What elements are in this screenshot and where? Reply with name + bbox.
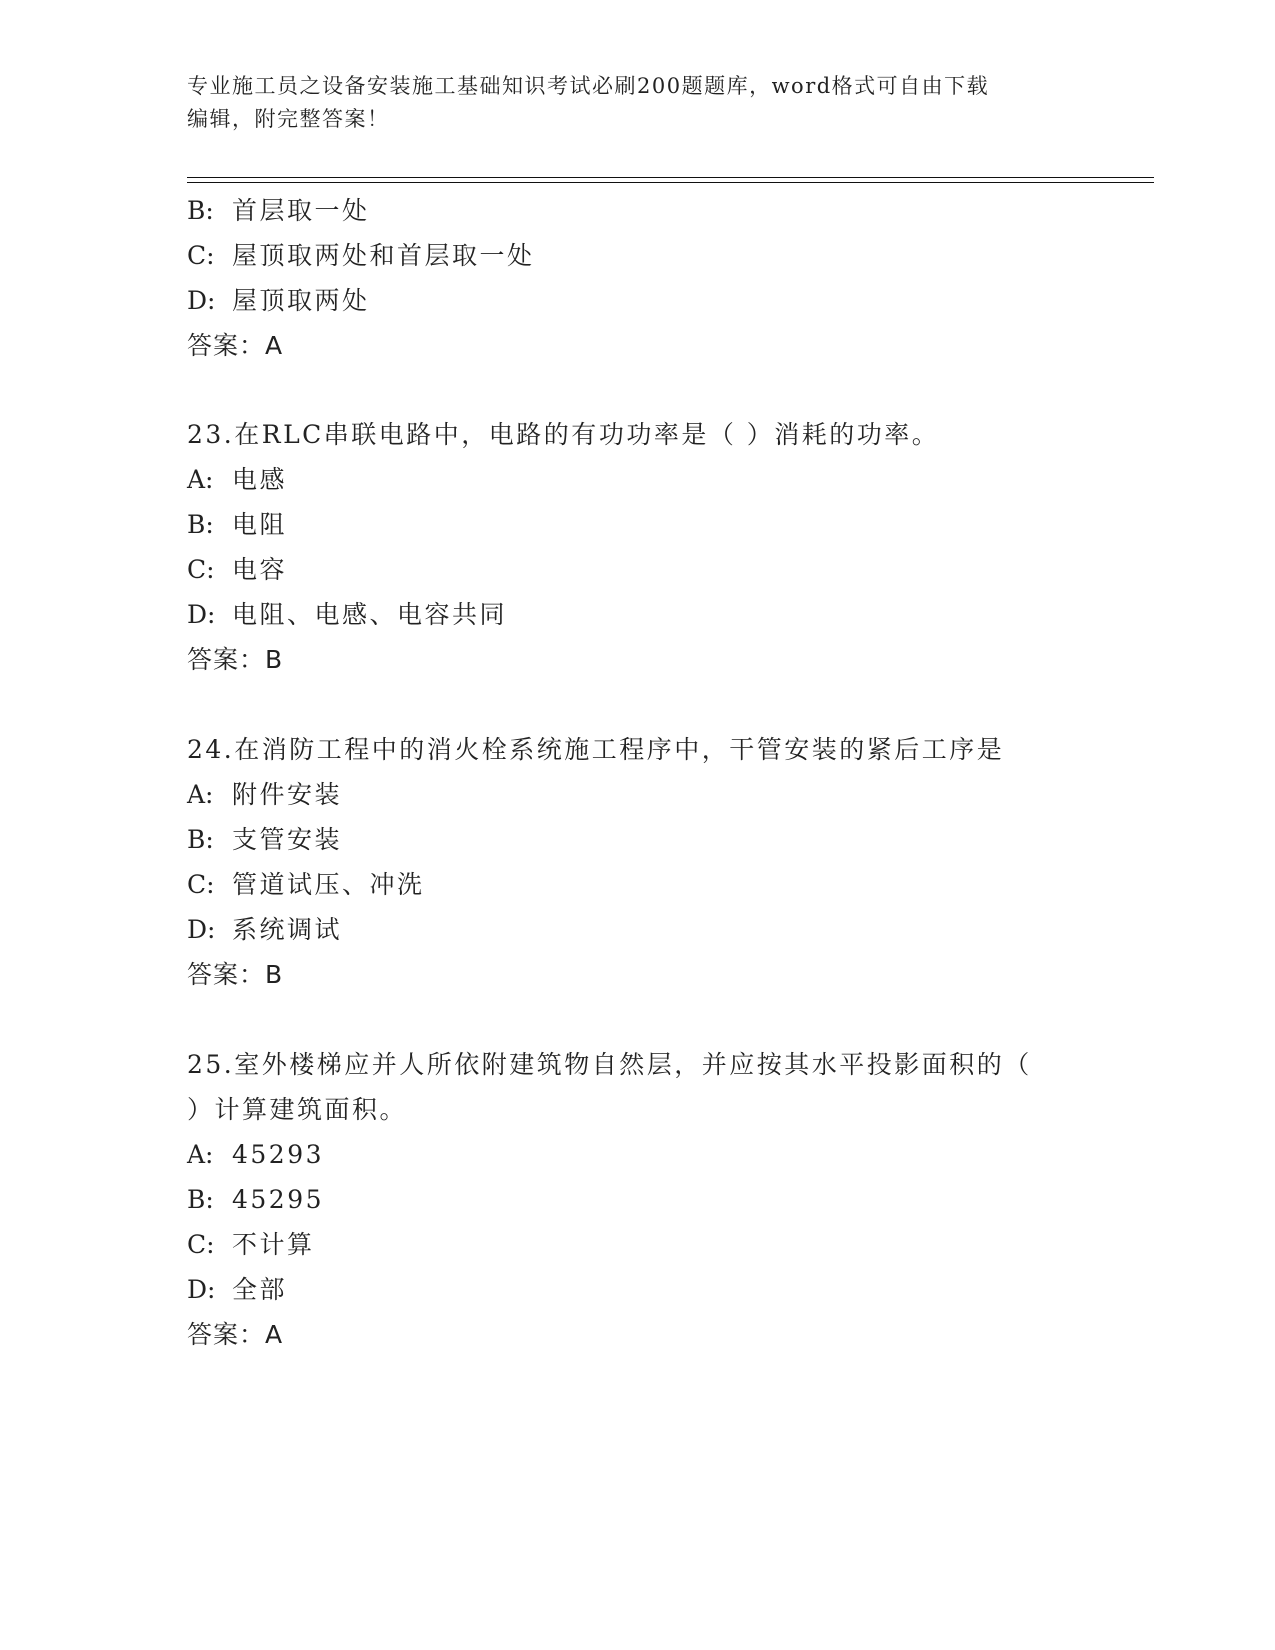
q24-option-d bbox=[187, 915, 342, 945]
q23-answer: 答案：B bbox=[187, 645, 284, 674]
header-divider-top bbox=[187, 177, 1154, 178]
header-line-2: 编辑，附完整答案！ bbox=[187, 107, 390, 131]
header-divider-bottom bbox=[187, 182, 1154, 183]
q25-option-d bbox=[187, 1275, 287, 1305]
option-text: 首层取一处 bbox=[232, 196, 370, 225]
q24-stem: 24.在消防工程中的消火栓系统施工程序中，干管安装的紧后工序是 bbox=[187, 735, 1005, 764]
q22-option-d bbox=[187, 286, 370, 316]
option-text: 电容 bbox=[232, 555, 288, 584]
q23-option-c bbox=[187, 555, 287, 585]
option-key: B: bbox=[187, 510, 214, 539]
q25-option-c bbox=[187, 1230, 315, 1260]
option-text: 屋顶取两处和首层取一处 bbox=[232, 241, 535, 270]
q23-stem: 23.在RLC串联电路中，电路的有功功率是（ ）消耗的功率。 bbox=[187, 420, 940, 449]
q22-option-c bbox=[187, 241, 535, 271]
option-key: D: bbox=[187, 286, 216, 315]
option-text: 电感 bbox=[232, 465, 288, 494]
option-text: 45293 bbox=[232, 1140, 325, 1169]
option-text: 附件安装 bbox=[232, 780, 343, 809]
q24-option-c bbox=[187, 870, 425, 900]
q22-answer: 答案：A bbox=[187, 331, 284, 360]
q25-stem-line-2: ）计算建筑面积。 bbox=[187, 1095, 408, 1124]
option-text: 全部 bbox=[232, 1275, 288, 1304]
option-text: 不计算 bbox=[232, 1230, 315, 1259]
option-key: C: bbox=[187, 870, 215, 899]
option-key: C: bbox=[187, 555, 215, 584]
option-key: A: bbox=[187, 780, 214, 809]
q25-option-a bbox=[187, 1140, 324, 1170]
option-key: C: bbox=[187, 1230, 215, 1259]
option-text: 管道试压、冲洗 bbox=[232, 870, 425, 899]
option-key: C: bbox=[187, 241, 215, 270]
option-key: B: bbox=[187, 1185, 214, 1214]
q24-answer: 答案：B bbox=[187, 960, 284, 989]
option-text: 电阻 bbox=[232, 510, 288, 539]
option-key: A: bbox=[187, 1140, 214, 1169]
option-key: D: bbox=[187, 1275, 216, 1304]
option-text: 45295 bbox=[232, 1185, 325, 1214]
document-header bbox=[187, 70, 1087, 136]
q23-option-d bbox=[187, 600, 507, 630]
option-key: D: bbox=[187, 915, 216, 944]
q23-option-b bbox=[187, 510, 287, 540]
option-text: 电阻、电感、电容共同 bbox=[232, 600, 508, 629]
q22-option-b bbox=[187, 196, 370, 226]
option-key: D: bbox=[187, 600, 216, 629]
option-text: 支管安装 bbox=[232, 825, 343, 854]
option-text: 屋顶取两处 bbox=[232, 286, 370, 315]
q25-stem-line-1: 25.室外楼梯应并人所依附建筑物自然层，并应按其水平投影面积的（ bbox=[187, 1050, 1032, 1079]
q25-option-b bbox=[187, 1185, 324, 1215]
header-line-1: 专业施工员之设备安装施工基础知识考试必刷200题题库，word格式可自由下载 bbox=[187, 74, 990, 98]
option-key: B: bbox=[187, 825, 214, 854]
option-key: A: bbox=[187, 465, 214, 494]
q24-option-a bbox=[187, 780, 342, 810]
q24-option-b bbox=[187, 825, 342, 855]
q25-answer: 答案：A bbox=[187, 1320, 284, 1349]
option-text: 系统调试 bbox=[232, 915, 343, 944]
q23-option-a bbox=[187, 465, 287, 495]
option-key: B: bbox=[187, 196, 214, 225]
